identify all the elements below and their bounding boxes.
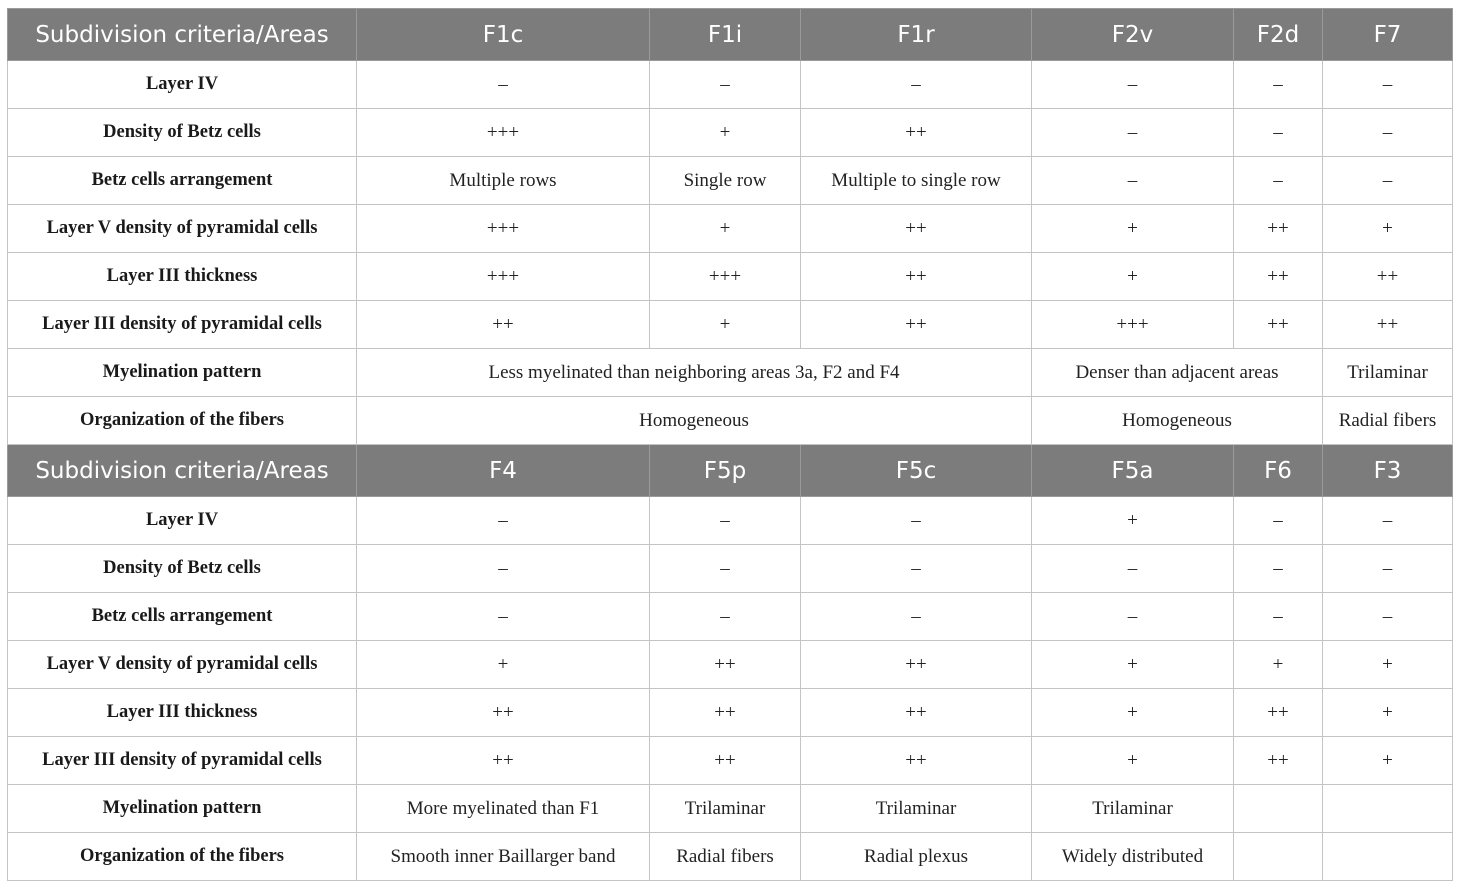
table-cell: ++ <box>801 641 1032 689</box>
table-cell: ++ <box>1234 689 1323 737</box>
table-cell <box>1323 785 1453 833</box>
table-row <box>8 205 1453 253</box>
table-cell: – <box>1323 109 1453 157</box>
criterion-label: Layer III density of pyramidal cells <box>8 737 357 785</box>
table-cell: ++ <box>1234 205 1323 253</box>
table-cell: Widely distributed <box>1032 833 1234 881</box>
table-cell: – <box>801 593 1032 641</box>
criterion-label: Organization of the fibers <box>8 397 357 445</box>
table-cell: Radial plexus <box>801 833 1032 881</box>
criterion-label: Layer IV <box>8 497 357 545</box>
header-area: F6 <box>1234 445 1323 497</box>
table-cell: – <box>801 61 1032 109</box>
table-row <box>8 397 1453 445</box>
table-cell: ++ <box>650 737 801 785</box>
table-cell: Smooth inner Baillarger band <box>357 833 650 881</box>
criterion-label: Layer V density of pyramidal cells <box>8 205 357 253</box>
header-area: F1i <box>650 9 801 61</box>
table-cell: +++ <box>357 205 650 253</box>
criterion-label: Layer V density of pyramidal cells <box>8 641 357 689</box>
table-row <box>8 349 1453 397</box>
header-area: F5c <box>801 445 1032 497</box>
table-cell: +++ <box>357 253 650 301</box>
table-cell: – <box>1234 61 1323 109</box>
criterion-label: Betz cells arrangement <box>8 157 357 205</box>
cortical-areas-table <box>7 8 1453 881</box>
table-row <box>8 301 1453 349</box>
table-cell: ++ <box>1323 253 1453 301</box>
table-cell: +++ <box>650 253 801 301</box>
table-cell: – <box>650 545 801 593</box>
header-area: F5p <box>650 445 801 497</box>
table-cell: ++ <box>357 737 650 785</box>
table-cell: – <box>1323 61 1453 109</box>
header-area: F1c <box>357 9 650 61</box>
table-cell: – <box>1323 593 1453 641</box>
table-cell: + <box>1323 689 1453 737</box>
table-row <box>8 689 1453 737</box>
table-row <box>8 737 1453 785</box>
table-cell: + <box>1032 253 1234 301</box>
table-cell-merged: Less myelinated than neighboring areas 3a, F2 and F4 <box>357 349 1032 397</box>
table-cell: +++ <box>1032 301 1234 349</box>
table-cell: – <box>1032 593 1234 641</box>
table-cell: Radial fibers <box>1323 397 1453 445</box>
table-row <box>8 109 1453 157</box>
criterion-label: Myelination pattern <box>8 349 357 397</box>
table-cell-merged: Homogeneous <box>1032 397 1323 445</box>
table-cell: – <box>1032 545 1234 593</box>
criterion-label: Density of Betz cells <box>8 545 357 593</box>
table-cell: – <box>1323 157 1453 205</box>
table-cell: – <box>1234 109 1323 157</box>
header-area: F1r <box>801 9 1032 61</box>
table-cell: ++ <box>1234 737 1323 785</box>
table-cell: ++ <box>801 205 1032 253</box>
table-cell: ++ <box>801 301 1032 349</box>
criterion-label: Layer III density of pyramidal cells <box>8 301 357 349</box>
table-cell <box>1323 833 1453 881</box>
table-cell: – <box>1234 497 1323 545</box>
table-cell: ++ <box>801 737 1032 785</box>
header-area: F3 <box>1323 445 1453 497</box>
table-cell: ++ <box>1234 301 1323 349</box>
table-cell: + <box>1323 737 1453 785</box>
table2-header-row <box>8 445 1453 497</box>
table-cell: – <box>650 497 801 545</box>
table-cell: – <box>357 61 650 109</box>
table-cell: +++ <box>357 109 650 157</box>
table-cell: ++ <box>801 689 1032 737</box>
table-cell: – <box>1323 545 1453 593</box>
table-cell: + <box>650 109 801 157</box>
table-cell: – <box>801 545 1032 593</box>
table-cell: – <box>1234 545 1323 593</box>
table1-header-row <box>8 9 1453 61</box>
criterion-label: Layer III thickness <box>8 253 357 301</box>
criterion-label: Layer IV <box>8 61 357 109</box>
table-cell: + <box>1032 641 1234 689</box>
criterion-label: Betz cells arrangement <box>8 593 357 641</box>
header-area: F4 <box>357 445 650 497</box>
table-cell: + <box>1032 737 1234 785</box>
table-row <box>8 497 1453 545</box>
table-row <box>8 833 1453 881</box>
table-cell: ++ <box>801 109 1032 157</box>
table-row <box>8 785 1453 833</box>
table-cell: ++ <box>801 253 1032 301</box>
table-cell: Trilaminar <box>1032 785 1234 833</box>
header-area: F2v <box>1032 9 1234 61</box>
table-cell: – <box>801 497 1032 545</box>
table-cell <box>1234 833 1323 881</box>
table-cell: + <box>650 301 801 349</box>
table-cell: Multiple to single row <box>801 157 1032 205</box>
table-cell: ++ <box>1234 253 1323 301</box>
table-cell: – <box>1032 109 1234 157</box>
table-cell-merged: Denser than adjacent areas <box>1032 349 1323 397</box>
table-row <box>8 253 1453 301</box>
header-area: F5a <box>1032 445 1234 497</box>
header-area: F2d <box>1234 9 1323 61</box>
header-criteria: Subdivision criteria/Areas <box>8 445 357 497</box>
table-cell: + <box>1323 641 1453 689</box>
table-cell <box>1234 785 1323 833</box>
table-cell: – <box>650 61 801 109</box>
table-row <box>8 545 1453 593</box>
table-cell: – <box>1234 593 1323 641</box>
table-cell: Radial fibers <box>650 833 801 881</box>
criterion-label: Organization of the fibers <box>8 833 357 881</box>
header-area: F7 <box>1323 9 1453 61</box>
table-cell: – <box>357 545 650 593</box>
table-cell: Single row <box>650 157 801 205</box>
criterion-label: Density of Betz cells <box>8 109 357 157</box>
table-row <box>8 61 1453 109</box>
table-cell: – <box>1323 497 1453 545</box>
table-cell: ++ <box>650 641 801 689</box>
table-cell: – <box>1032 157 1234 205</box>
table-cell: Trilaminar <box>1323 349 1453 397</box>
table-cell: + <box>1323 205 1453 253</box>
header-criteria: Subdivision criteria/Areas <box>8 9 357 61</box>
table-cell: Trilaminar <box>650 785 801 833</box>
table-cell: – <box>650 593 801 641</box>
table-row <box>8 641 1453 689</box>
table-cell: Trilaminar <box>801 785 1032 833</box>
table-cell-merged: Homogeneous <box>357 397 1032 445</box>
table-cell: + <box>357 641 650 689</box>
criterion-label: Myelination pattern <box>8 785 357 833</box>
table-cell: ++ <box>357 689 650 737</box>
table-cell: + <box>1032 205 1234 253</box>
criterion-label: Layer III thickness <box>8 689 357 737</box>
table-cell: ++ <box>650 689 801 737</box>
table-cell: ++ <box>1323 301 1453 349</box>
table-cell: ++ <box>357 301 650 349</box>
table-cell: – <box>1032 61 1234 109</box>
table-cell: Multiple rows <box>357 157 650 205</box>
table-row <box>8 593 1453 641</box>
table-cell: + <box>1234 641 1323 689</box>
table-cell: – <box>357 497 650 545</box>
table-row <box>8 157 1453 205</box>
table-cell: – <box>1234 157 1323 205</box>
table-cell: + <box>650 205 801 253</box>
table-cell: More myelinated than F1 <box>357 785 650 833</box>
table-cell: + <box>1032 497 1234 545</box>
table-cell: – <box>357 593 650 641</box>
table-cell: + <box>1032 689 1234 737</box>
